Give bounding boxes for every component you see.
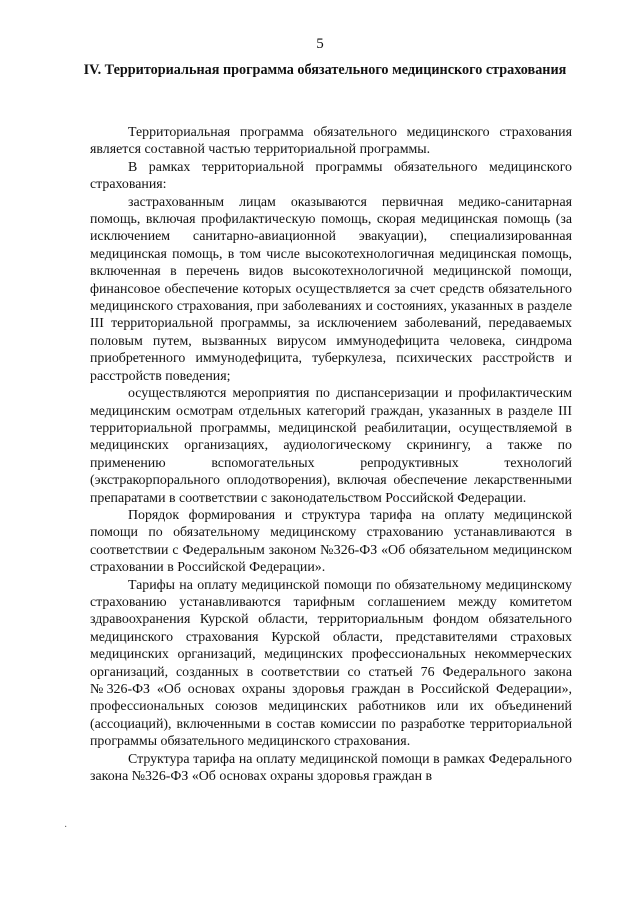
section-heading: IV. Территориальная программа обязательного медицинского страхования [83,62,567,78]
paragraph: Территориальная программа обязательного медицинского страхования является составной частью территориальной программы. [90,125,572,158]
paragraph: застрахованным лицам оказываются первичная медико-санитарная помощь, включая профилактическую помощь, скорая медицинская помощь (за исключением санитарно-авиационной эвакуации), специализированная медицинская помощь, в том числе высокотехнологичная медицинская помощь, включенная в перечень видов высокотехнологичной медицинской помощи, финансовое обеспечение которых осуществляется за счет средств обязательного медицинского страхования, при заболеваниях и состояниях, указанных в разделе III территориальной программы, за исключением заболеваний, передаваемых половым путем, вызванных вирусом иммунодефицита человека, синдрома приобретенного иммунодефицита, туберкулеза, психических расстройств и расстройств поведения; [90,194,572,384]
paragraph: Тарифы на оплату медицинской помощи по обязательному медицинскому страхованию устанавливаются тарифным соглашением между комитетом здравоохранения Курской области, территориальным фондом обязательного медицинского страхования Курской области, представителями страховых медицинских организаций, медицинских профессиональных некоммерческих организаций, созданных в соответствии со статьей 76 Федерального закона №326-ФЗ «Об основах охраны здоровья граждан в Российской Федерации», профессиональных союзов медицинских работников или их объединений (ассоциаций), включенными в состав комиссии по разработке территориальной программы обязательного медицинского страхования. [90,577,572,750]
body-text [90,124,572,785]
paragraph: осуществляются мероприятия по диспансеризации и профилактическим медицинским осмотрам отдельных категорий граждан, указанных в разделе III территориальной программы, медицинской реабилитации, осуществляемой в медицинских организациях, аудиологическому скринингу, а также по применению вспомогательных репродуктивных технологий (экстракорпорального оплодотворения), включая обеспечение лекарственными препаратами в соответствии с законодательством Российской Федерации. [90,386,572,506]
page-number: 5 [316,36,324,52]
paragraph: Порядок формирования и структура тарифа на оплату медицинской помощи по обязательному медицинскому страхованию устанавливаются в соответствии с Федеральным законом №326-ФЗ «Об обязательном медицинском страховании в Российской Федерации». [90,507,572,576]
paragraph: Структура тарифа на оплату медицинской помощи в рамках Федерального закона №326-ФЗ «Об основах охраны здоровья граждан в [90,751,572,785]
margin-dot: · [64,822,68,833]
paragraph: В рамках территориальной программы обязательного медицинского страхования: [90,159,572,193]
